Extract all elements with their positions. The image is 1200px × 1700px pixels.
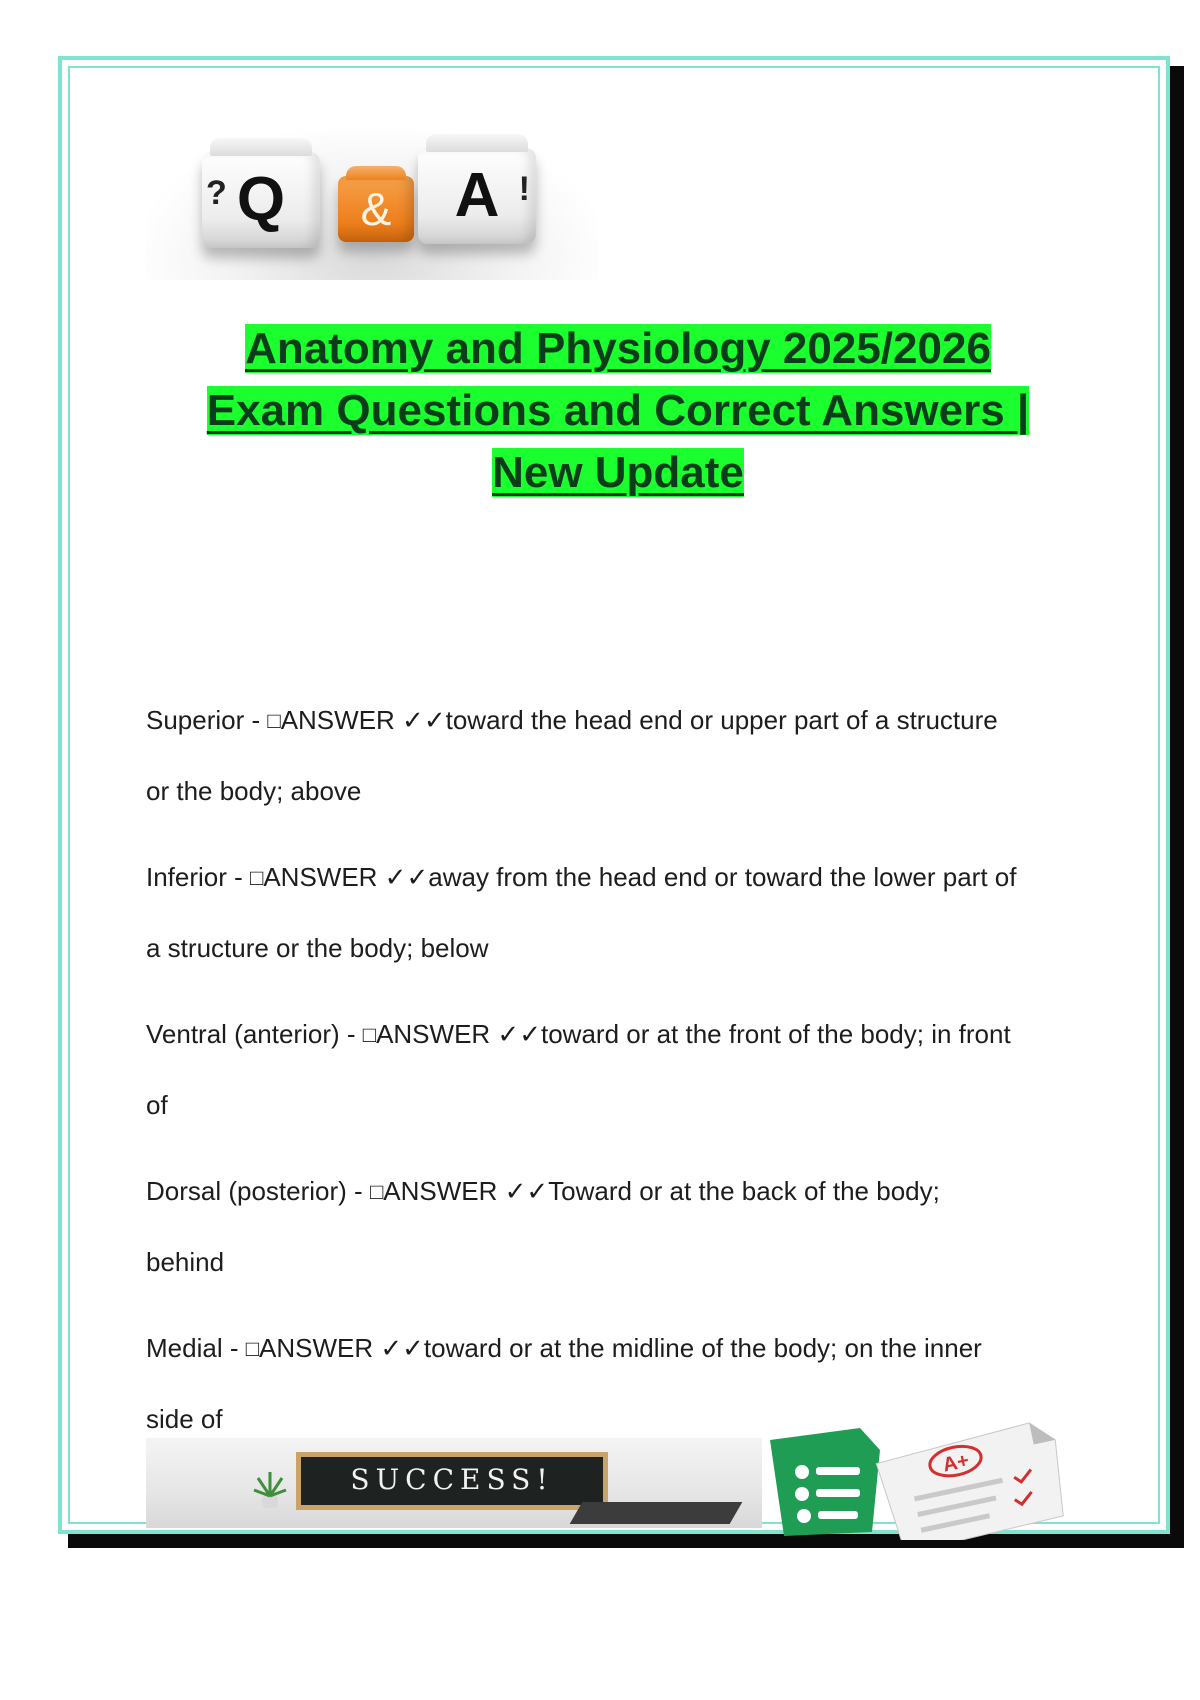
qa-item: Dorsal (posterior) - □ANSWER ✓✓Toward or at the back of the body; behind	[146, 1176, 940, 1277]
q-letter: Q	[236, 165, 286, 234]
answer-label: ANSWER	[383, 1176, 505, 1206]
definition-line-2: a structure or the body; below	[146, 933, 489, 963]
term: Inferior	[146, 862, 227, 892]
term: Dorsal (posterior)	[146, 1176, 347, 1206]
definition-line-1: toward or at the midline of the body; on the inner	[423, 1333, 982, 1363]
spreadsheet-icon	[770, 1428, 880, 1536]
definition-line-2: behind	[146, 1247, 225, 1277]
question-mark: ?	[206, 174, 227, 212]
definition-line-1: away from the head end or toward the lower part of	[428, 862, 1017, 892]
ampersand-cube	[338, 176, 414, 242]
term: Medial	[146, 1333, 223, 1363]
checkmark-icon: ✓✓	[497, 1019, 541, 1049]
laptop-icon	[570, 1502, 743, 1524]
checkmark-icon: ✓✓	[384, 862, 429, 892]
title-line-2: Exam Questions and Correct Answers |	[206, 386, 1030, 435]
checkmark-icon: ✓✓	[380, 1333, 424, 1363]
answer-marker-icon: □	[250, 865, 264, 890]
qa-item: Inferior - □ANSWER ✓✓away from the head end or toward the lower part of a structure or the body; below	[146, 862, 1017, 963]
title-line-3: New Update	[492, 448, 744, 497]
a-cube	[418, 148, 536, 244]
answer-marker-icon: □	[267, 708, 281, 733]
answer-label: ANSWER	[259, 1333, 381, 1363]
checkmark-icon: ✓✓	[504, 1176, 549, 1206]
success-chalkboard: SUCCESS!	[296, 1452, 608, 1510]
checkmark-icon: ✓✓	[402, 705, 446, 735]
answer-marker-icon: □	[369, 1179, 384, 1204]
qa-list	[146, 685, 1106, 1470]
exclamation-mark: !	[518, 170, 530, 208]
a-letter: A	[454, 161, 500, 230]
definition-line-1: Toward or at the back of the body;	[548, 1176, 940, 1206]
answer-label: ANSWER	[280, 705, 403, 735]
answer-label: ANSWER	[376, 1019, 498, 1049]
definition-line-1: toward or at the front of the body; in front	[540, 1019, 1011, 1049]
answer-marker-icon: □	[362, 1022, 377, 1047]
plant-icon	[250, 1466, 290, 1510]
qa-item: Medial - □ANSWER ✓✓toward or at the midline of the body; on the inner side of	[146, 1333, 982, 1434]
success-image	[146, 1438, 762, 1528]
grade-text: A+	[940, 1449, 971, 1477]
document-title	[146, 318, 1090, 504]
answer-marker-icon: □	[245, 1336, 259, 1361]
definition-line-2: or the body; above	[146, 776, 362, 806]
definition-line-2: of	[146, 1090, 168, 1120]
qa-item: Ventral (anterior) - □ANSWER ✓✓toward or at the front of the body; in front of	[146, 1019, 1011, 1120]
grade-paper-icon	[875, 1420, 1072, 1540]
definition-line-2: side of	[146, 1404, 223, 1434]
term: Superior	[146, 705, 245, 735]
qa-item: Superior - □ANSWER ✓✓toward the head end or upper part of a structure or the body; above	[146, 705, 998, 806]
answer-label: ANSWER	[263, 862, 385, 892]
definition-line-1: toward the head end or upper part of a structure	[445, 705, 998, 735]
graded-document-icon	[762, 1420, 1092, 1540]
qa-logo	[146, 130, 598, 280]
q-cube	[202, 152, 320, 248]
term: Ventral (anterior)	[146, 1019, 340, 1049]
title-line-1: Anatomy and Physiology 2025/2026	[245, 324, 991, 373]
ampersand-symbol: &	[360, 183, 392, 235]
